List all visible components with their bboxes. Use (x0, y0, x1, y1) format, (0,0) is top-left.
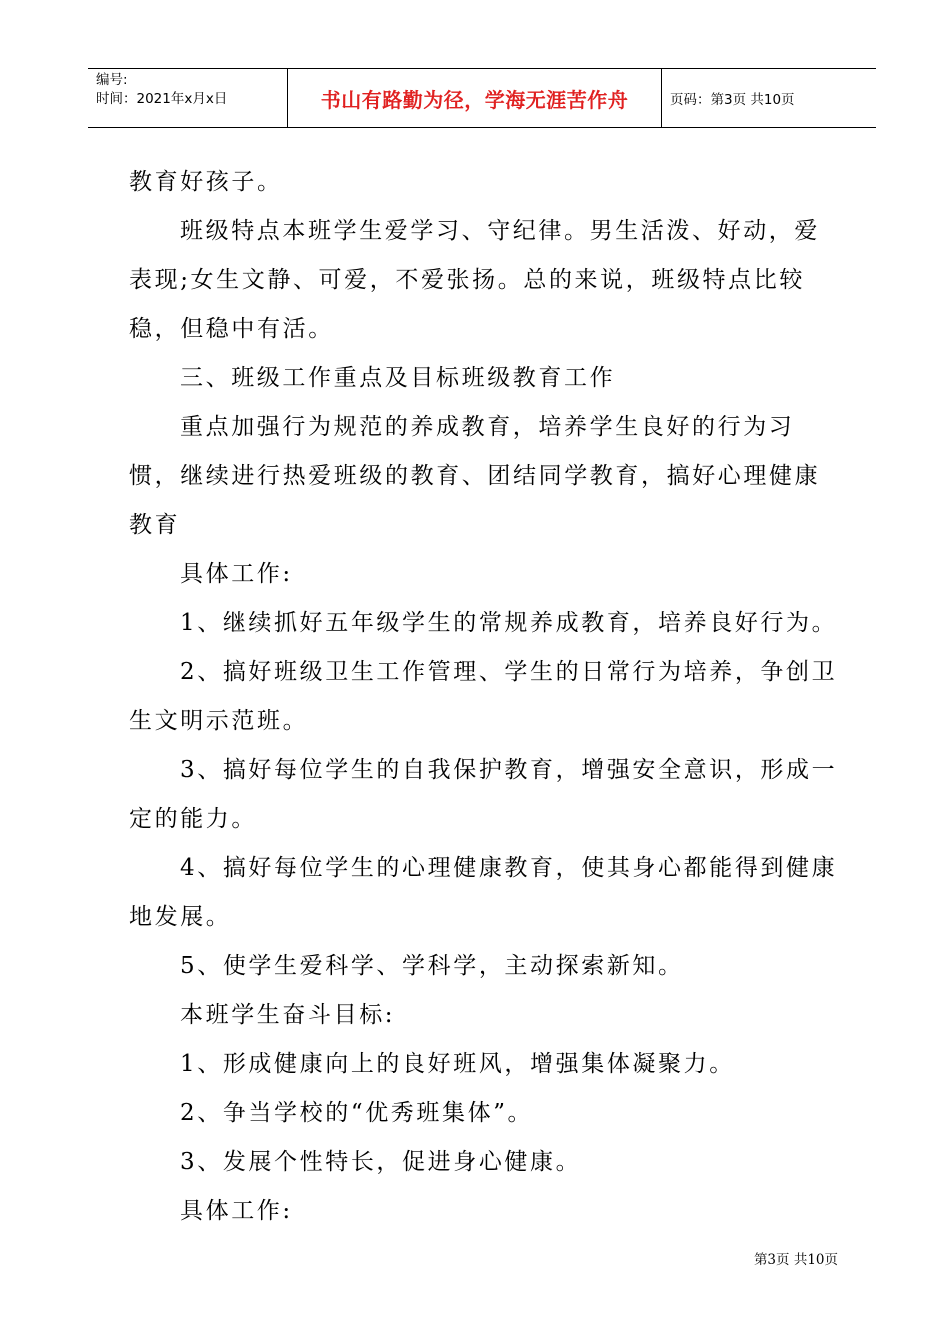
page-header (88, 68, 876, 128)
list-item: 3、发展个性特长，促进身心健康。 (180, 1149, 582, 1175)
paragraph: 具体工作: (180, 1198, 293, 1224)
list-item: 3、搞好每位学生的自我保护教育，增强安全意识，形成一定的能力。 (129, 757, 838, 832)
list-item: 4、搞好每位学生的心理健康教育，使其身心都能得到健康地发展。 (129, 855, 838, 930)
header-motto (288, 69, 662, 127)
document-body (129, 158, 839, 1236)
list-item: 1、继续抓好五年级学生的常规养成教育，培养良好行为。 (180, 610, 838, 636)
list-item: 1、形成健康向上的良好班风，增强集体凝聚力。 (180, 1051, 735, 1077)
document-time-label: 时间：2021年x月x日 (96, 91, 228, 107)
header-page-label: 页码：第3页 共10页 (670, 92, 795, 108)
section-heading: 三、班级工作重点及目标班级教育工作 (180, 365, 616, 391)
paragraph: 教育好孩子。 (129, 169, 283, 195)
header-meta (88, 69, 288, 127)
paragraph: 重点加强行为规范的养成教育，培养学生良好的行为习惯，继续进行热爱班级的教育、团结同学教育，搞好心理健康教育 (129, 414, 821, 538)
list-item: 5、使学生爱科学、学科学，主动探索新知。 (180, 953, 684, 979)
paragraph: 班级特点本班学生爱学习、守纪律。男生活泼、好动，爱表现;女生文静、可爱，不爱张扬。总的来说，班级特点比较稳，但稳中有活。 (129, 218, 820, 342)
list-item: 2、争当学校的“优秀班集体”。 (180, 1100, 534, 1126)
paragraph: 本班学生奋斗目标: (180, 1002, 396, 1028)
paragraph: 具体工作: (180, 561, 293, 587)
motto-text: 书山有路勤为径，学海无涯苦作舟 (320, 87, 629, 112)
footer-page-number: 第3页 共10页 (753, 1252, 838, 1268)
document-number-label: 编号: (96, 72, 128, 88)
list-item: 2、搞好班级卫生工作管理、学生的日常行为培养，争创卫生文明示范班。 (129, 659, 838, 734)
header-page-info (662, 69, 876, 127)
